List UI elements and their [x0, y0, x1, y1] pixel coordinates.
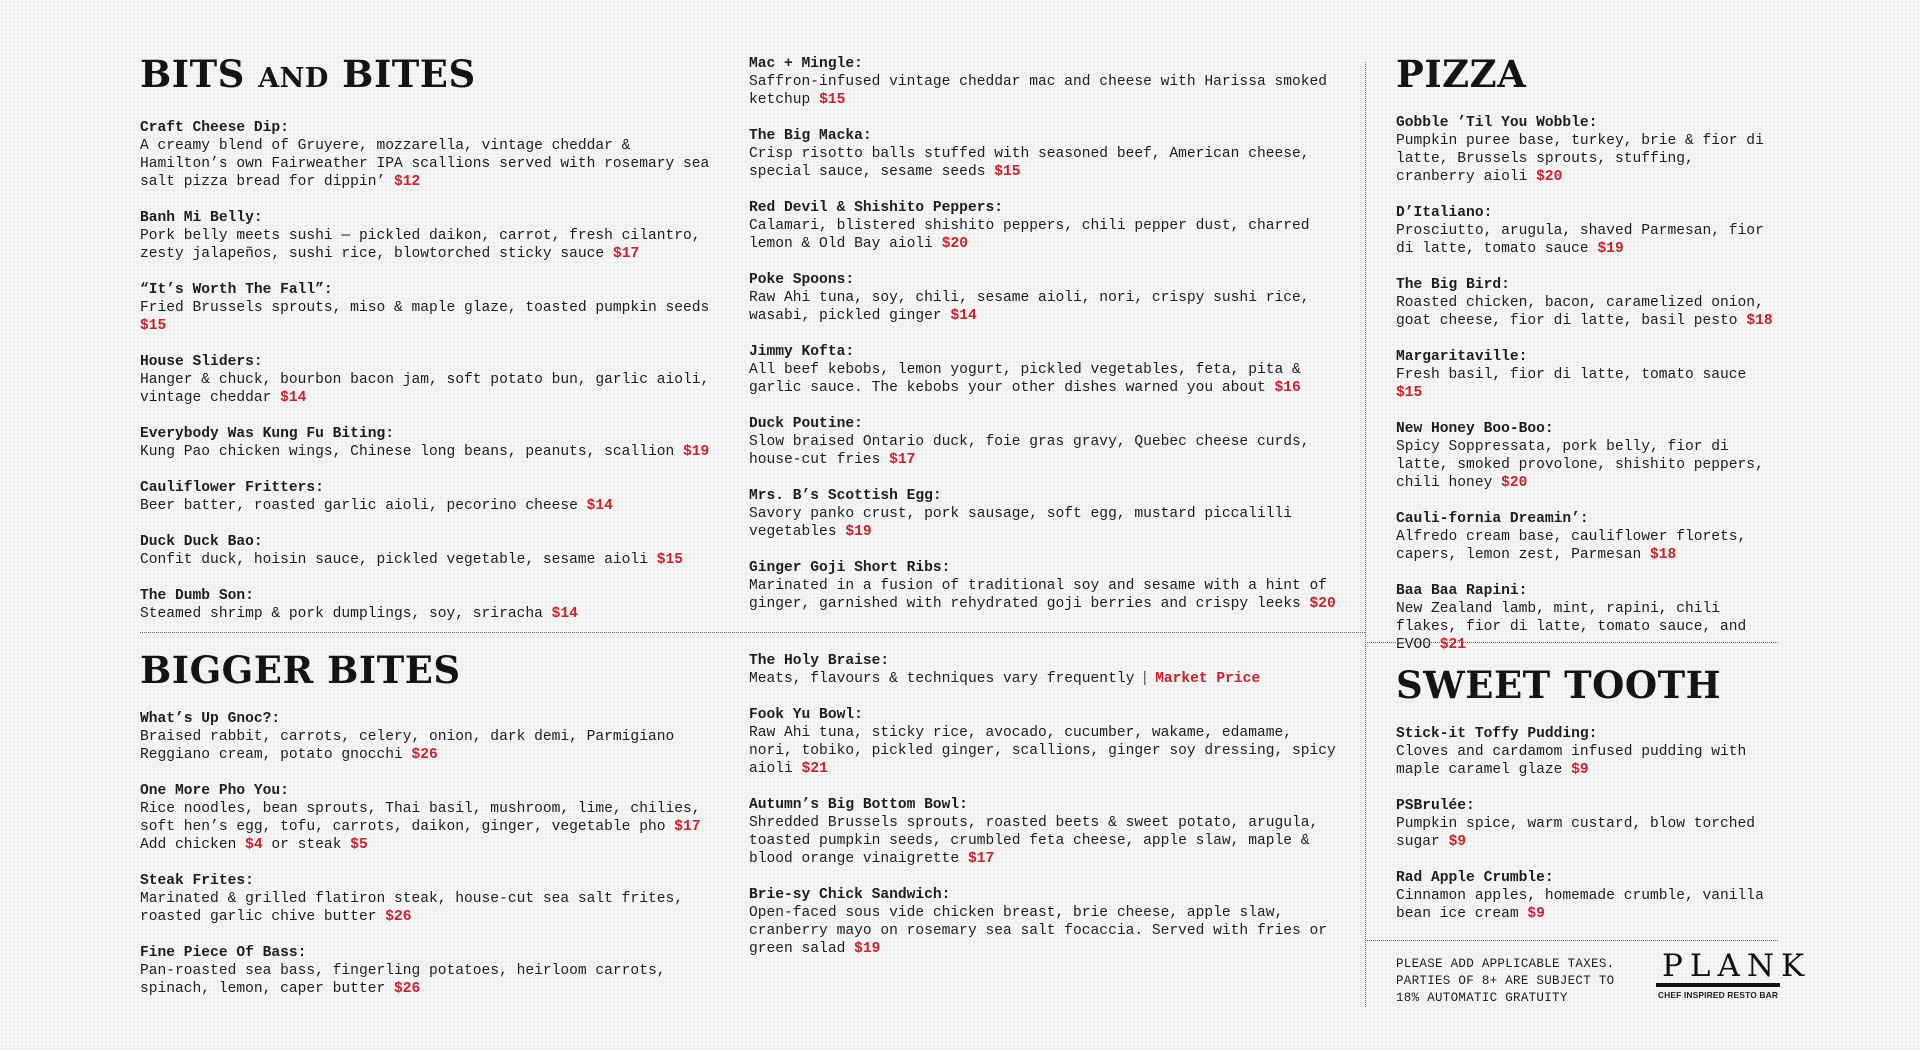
menu-item — [749, 415, 1339, 469]
menu-item — [140, 587, 720, 623]
menu-item-name: Ginger Goji Short Ribs: — [749, 560, 951, 576]
menu-item-name: Autumn’s Big Bottom Bowl: — [749, 797, 968, 813]
menu-item-name: The Dumb Son: — [140, 588, 254, 604]
menu-item-price: $18 — [1746, 313, 1773, 329]
menu-item-description: Meats, flavours & techniques vary frequently | Market Price — [749, 671, 1261, 687]
menu-item-price: $14 — [280, 390, 307, 406]
menu-item-description: Spicy Soppressata, pork belly, fior di latte, smoked provolone, shishito peppers, chili honey $20 — [1396, 439, 1764, 491]
menu-item-description: Kung Pao chicken wings, Chinese long beans, peanuts, scallion $19 — [140, 444, 710, 460]
menu-item-description: Confit duck, hoisin sauce, pickled vegetable, sesame aioli $15 — [140, 552, 683, 568]
menu-item-name: One More Pho You: — [140, 783, 289, 799]
menu-item-price: $20 — [1501, 475, 1528, 491]
logo-wordmark: PLANK — [1656, 950, 1780, 987]
menu-item-price: $12 — [393, 174, 421, 190]
menu-item-name: Poke Spoons: — [749, 272, 855, 288]
menu-item-description: Roasted chicken, bacon, caramelized onion, goat cheese, fior di latte, basil pesto $18 — [1396, 295, 1773, 329]
menu-item-name: The Big Bird: — [1396, 277, 1510, 293]
menu-item-name: Fine Piece Of Bass: — [140, 945, 307, 961]
menu-item-name: Baa Baa Rapini: — [1396, 583, 1528, 599]
addon-price-steak: $5 — [350, 837, 368, 853]
menu-item — [140, 209, 720, 263]
menu-item-name: House Sliders: — [140, 354, 263, 370]
menu-item-price: Market Price — [1155, 671, 1261, 687]
menu-item-description: Braised rabbit, carrots, celery, onion, dark demi, Parmigiano Reggiano cream, potato gnocchi $26 — [140, 729, 675, 763]
menu-item-description: Pan-roasted sea bass, fingerling potatoes, heirloom carrots, spinach, lemon, caper butter $26 — [140, 963, 666, 997]
section-title-sweet-tooth: SWEET TOOTH — [1396, 663, 1722, 707]
menu-item — [749, 559, 1339, 613]
menu-item — [749, 796, 1339, 868]
bigger-bites-column-2 — [749, 652, 1339, 976]
menu-item-name: Craft Cheese Dip: — [140, 120, 289, 136]
addon-price-chicken: $4 — [245, 837, 263, 853]
menu-item-description: New Zealand lamb, mint, rapini, chili flakes, fior di latte, tomato sauce, and EVOO $21 — [1396, 601, 1747, 653]
menu-item-gnoc — [140, 710, 720, 764]
menu-list-bigger-bites-2 — [749, 706, 1339, 958]
menu-item-description: Rice noodles, bean sprouts, Thai basil, mushroom, lime, chilies, soft hen’s egg, tofu, carrots, daikon, ginger, vegetable pho $17 Add chicken $4 or steak $5 — [140, 801, 701, 853]
horizontal-divider-main — [140, 632, 1365, 633]
menu-item-price: $17 — [612, 246, 640, 262]
horizontal-divider-right — [1365, 642, 1778, 643]
menu-item-description: Alfredo cream base, cauliflower florets, capers, lemon zest, Parmesan $18 — [1396, 529, 1747, 563]
menu-item-name: Mrs. B’s Scottish Egg: — [749, 488, 942, 504]
menu-item-name: Cauli-fornia Dreamin’: — [1396, 511, 1589, 527]
menu-item-price: $18 — [1649, 547, 1677, 563]
menu-item-price: $14 — [551, 606, 578, 622]
menu-item-price: $21 — [801, 761, 828, 777]
menu-item-description: Slow braised Ontario duck, foie gras gravy, Quebec cheese curds, house-cut fries $17 — [749, 434, 1310, 468]
menu-item-description: Crisp risotto balls stuffed with seasoned beef, American cheese, special sauce, sesame seeds $15 — [749, 146, 1310, 180]
menu-item-name: Duck Poutine: — [749, 416, 863, 432]
menu-item — [749, 487, 1339, 541]
menu-item-price: $15 — [819, 92, 846, 108]
section-title-bigger-bites: BIGGER BITES — [140, 648, 461, 692]
menu-item-price: $16 — [1274, 380, 1301, 396]
menu-item-steak-frites — [140, 872, 720, 926]
menu-item-description: Prosciutto, arugula, shaved Parmesan, fior di latte, tomato sauce $19 — [1396, 223, 1764, 257]
menu-item-price: $15 — [656, 552, 683, 568]
bits-and-bites-column-2 — [749, 55, 1339, 631]
menu-item — [140, 353, 720, 407]
menu-item — [140, 119, 720, 191]
section-title-bits-and-bites: BITS AND BITES — [140, 52, 476, 96]
menu-item-name: The Big Macka: — [749, 128, 872, 144]
vertical-divider — [1365, 62, 1366, 1007]
menu-item-description: Cloves and cardamom infused pudding with maple caramel glaze $9 — [1396, 744, 1747, 778]
menu-item-price: $15 — [994, 164, 1021, 180]
menu-item — [1396, 114, 1780, 186]
menu-list-pizza — [1396, 114, 1780, 654]
menu-list-sweet-tooth — [1396, 725, 1780, 923]
menu-list-bits-and-bites-2 — [749, 55, 1339, 613]
menu-item-price: $14 — [950, 308, 977, 324]
menu-item-name: Red Devil & Shishito Peppers: — [749, 200, 1003, 216]
menu-item-name: Fook Yu Bowl: — [749, 707, 863, 723]
menu-item-name: PSBrulée: — [1396, 798, 1475, 814]
menu-item — [1396, 582, 1780, 654]
bits-and-bites-column — [140, 52, 720, 641]
menu-item-description: Raw Ahi tuna, sticky rice, avocado, cucumber, wakame, edamame, nori, tobiko, pickled ginger, scallions, ginger soy dressing, spicy aioli $21 — [749, 725, 1336, 777]
menu-item-description: Calamari, blistered shishito peppers, chili pepper dust, charred lemon & Old Bay aioli $20 — [749, 218, 1310, 252]
bigger-bites-column — [140, 648, 720, 1016]
menu-item — [140, 425, 720, 461]
menu-item-description: Saffron-infused vintage cheddar mac and cheese with Harissa smoked ketchup $15 — [749, 74, 1328, 108]
menu-item-name: Everybody Was Kung Fu Biting: — [140, 426, 394, 442]
section-title-pizza: PIZZA — [1396, 52, 1527, 96]
menu-item-description: Savory panko crust, pork sausage, soft egg, mustard piccalilli vegetables $19 — [749, 506, 1292, 540]
menu-item — [140, 479, 720, 515]
tax-gratuity-note: PLEASE ADD APPLICABLE TAXES. PARTIES OF 8+ ARE SUBJECT TO 18% AUTOMATIC GRATUITY — [1396, 957, 1615, 1005]
menu-item-name: D’Italiano: — [1396, 205, 1493, 221]
menu-item-name: Jimmy Kofta: — [749, 344, 855, 360]
menu-item-name: Gobble ’Til You Wobble: — [1396, 115, 1598, 131]
menu-item-description: Pork belly meets sushi — pickled daikon, carrot, fresh cilantro, zesty jalapeños, sushi rice, blowtorched sticky sauce $17 — [140, 228, 701, 262]
menu-item-price: $9 — [1448, 834, 1467, 850]
menu-item-description: Cinnamon apples, homemade crumble, vanilla bean ice cream $9 — [1396, 888, 1764, 922]
menu-item-name: What’s Up Gnoc?: — [140, 711, 281, 727]
menu-item — [749, 271, 1339, 325]
menu-item-price: $19 — [854, 941, 881, 957]
plank-logo — [1656, 948, 1812, 1000]
menu-item-price: $17 — [889, 452, 916, 468]
menu-item-description: Fresh basil, fior di latte, tomato sauce $15 — [1396, 367, 1747, 401]
menu-item — [1396, 420, 1780, 492]
menu-item-name: Margaritaville: — [1396, 349, 1528, 365]
menu-item-price: $14 — [586, 498, 613, 514]
menu-item-price: $17 — [967, 851, 995, 867]
menu-item-price: $19 — [682, 444, 710, 460]
menu-item-price: $19 — [1597, 241, 1624, 257]
menu-item-name: Rad Apple Crumble: — [1396, 870, 1554, 886]
menu-item-name: Steak Frites: — [140, 873, 254, 889]
menu-item — [749, 886, 1339, 958]
menu-item-name: Stick-it Toffy Pudding: — [1396, 726, 1598, 742]
menu-item-price: $26 — [393, 981, 421, 997]
menu-item — [140, 281, 720, 335]
menu-item-price: $21 — [1439, 637, 1467, 653]
menu-item-price: $20 — [1536, 169, 1563, 185]
menu-item-price: $15 — [140, 318, 167, 334]
menu-item-price: $26 — [385, 909, 412, 925]
menu-item — [140, 533, 720, 569]
sweet-tooth-column — [1396, 663, 1780, 941]
menu-item-name: Brie-sy Chick Sandwich: — [749, 887, 951, 903]
menu-item — [1396, 348, 1780, 402]
menu-item-price: $19 — [845, 524, 872, 540]
menu-item-name: “It’s Worth The Fall”: — [140, 282, 333, 298]
menu-item-price: $20 — [941, 236, 968, 252]
menu-item-description: All beef kebobs, lemon yogurt, pickled vegetables, feta, pita & garlic sauce. The kebobs your other dishes warned you about $16 — [749, 362, 1301, 396]
menu-item — [1396, 510, 1780, 564]
menu-item-price: $9 — [1571, 762, 1589, 778]
menu-item-price: $17 — [674, 819, 701, 835]
menu-item-holy-braise — [749, 652, 1339, 688]
menu-item-price: $20 — [1309, 596, 1336, 612]
menu-item-description: Marinated in a fusion of traditional soy and sesame with a hint of ginger, garnished with rehydrated goji berries and crispy leeks $20 — [749, 578, 1336, 612]
menu-item-description: Marinated & grilled flatiron steak, house-cut sea salt frites, roasted garlic chive butter $26 — [140, 891, 683, 925]
menu-item — [1396, 204, 1780, 258]
menu-item-name: New Honey Boo-Boo: — [1396, 421, 1554, 437]
menu-item — [1396, 276, 1780, 330]
menu-item-description: A creamy blend of Gruyere, mozzarella, vintage cheddar & Hamilton’s own Fairweather IPA scallions served with rosemary sea salt pizza bread for dippin’ $12 — [140, 138, 710, 190]
menu-item-price: $9 — [1527, 906, 1545, 922]
menu-item-description: Fried Brussels sprouts, miso & maple glaze, toasted pumpkin seeds $15 — [140, 300, 710, 334]
menu-item-name: Mac + Mingle: — [749, 56, 863, 72]
menu-item-bass — [140, 944, 720, 998]
menu-item-description: Hanger & chuck, bourbon bacon jam, soft potato bun, garlic aioli, vintage cheddar $14 — [140, 372, 710, 406]
menu-item-description: Raw Ahi tuna, soy, chili, sesame aioli, nori, crispy sushi rice, wasabi, pickled ginger $14 — [749, 290, 1310, 324]
menu-item — [1396, 725, 1780, 779]
menu-list-bits-and-bites — [140, 119, 720, 623]
menu-item — [1396, 797, 1780, 851]
menu-item — [749, 199, 1339, 253]
menu-item — [749, 55, 1339, 109]
menu-item — [749, 127, 1339, 181]
menu-item-description: Pumpkin spice, warm custard, blow torched sugar $9 — [1396, 816, 1756, 850]
menu-item — [1396, 869, 1780, 923]
menu-item — [749, 343, 1339, 397]
pizza-column — [1396, 52, 1780, 672]
menu-item — [749, 706, 1339, 778]
menu-item-name: Cauliflower Fritters: — [140, 480, 324, 496]
menu-item-description: Steamed shrimp & pork dumplings, soy, sriracha $14 — [140, 606, 578, 622]
menu-item-description: Beer batter, roasted garlic aioli, pecorino cheese $14 — [140, 498, 613, 514]
menu-item-name: Duck Duck Bao: — [140, 534, 263, 550]
menu-item-pho — [140, 782, 720, 854]
menu-item-description: Pumpkin puree base, turkey, brie & fior di latte, Brussels sprouts, stuffing, cranberry aioli $20 — [1396, 133, 1764, 185]
menu-item-description: Shredded Brussels sprouts, roasted beets & sweet potato, arugula, toasted pumpkin seeds, crumbled feta cheese, apple slaw, maple & blood orange vinaigrette $17 — [749, 815, 1319, 867]
menu-item-price: $15 — [1396, 385, 1423, 401]
menu-item-name: The Holy Braise: — [749, 653, 890, 669]
menu-item-name: Banh Mi Belly: — [140, 210, 263, 226]
menu-item-price: $26 — [411, 747, 438, 763]
menu-item-description: Open-faced sous vide chicken breast, brie cheese, apple slaw, cranberry mayo on rosemary sea salt focaccia. Served with fries or green salad $19 — [749, 905, 1328, 957]
logo-tagline: CHEF INSPIRED RESTO BAR — [1657, 990, 1779, 1000]
